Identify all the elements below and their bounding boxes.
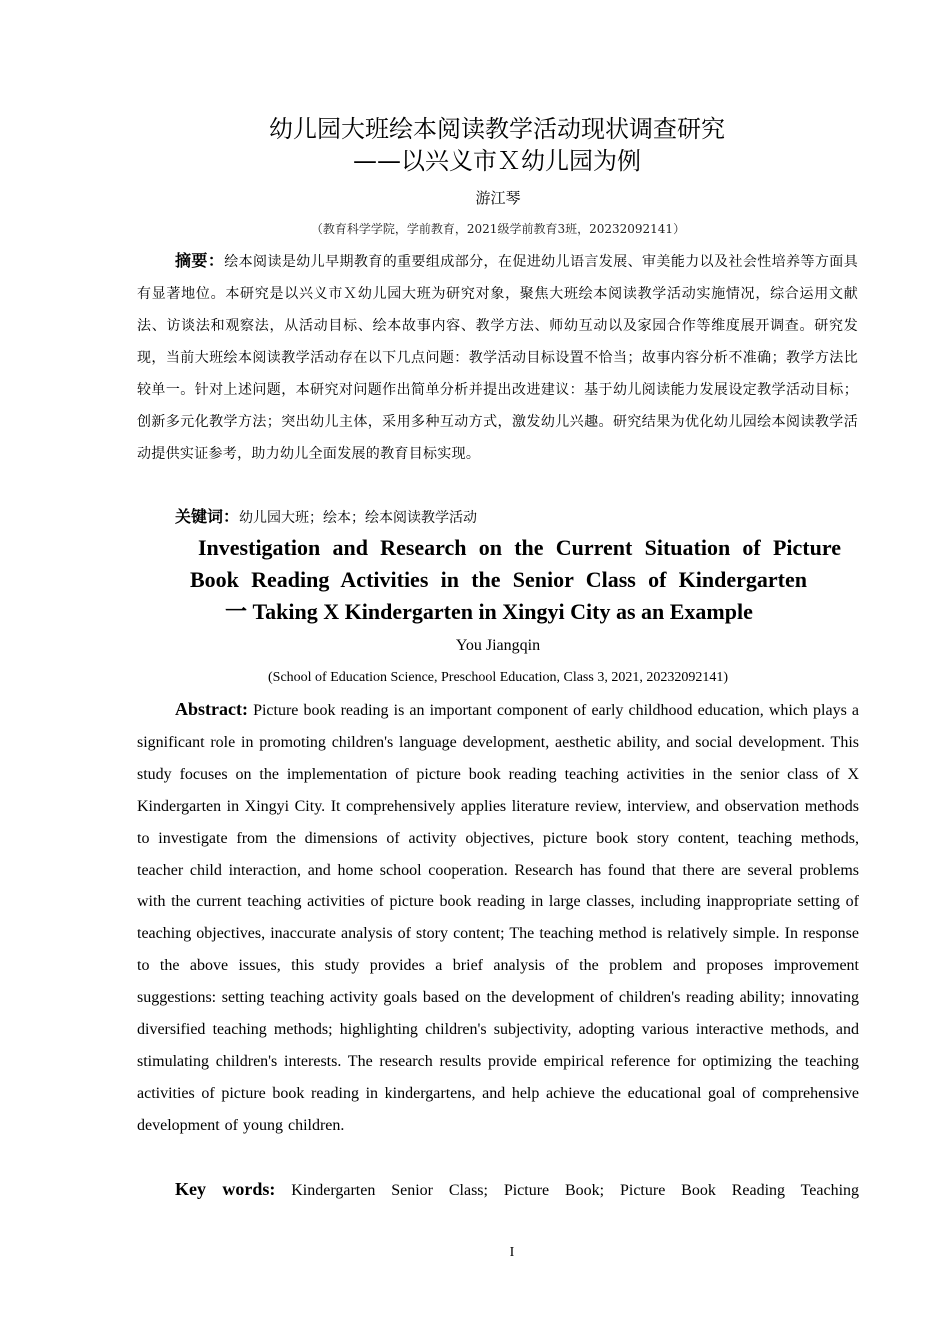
english-title-line-1: Investigation and Research on the Current Situation of Picture (198, 535, 841, 560)
page-number: I (509, 1245, 515, 1260)
english-keywords-label: Key words: (175, 1179, 276, 1199)
chinese-affiliation: （教育科学学院，学前教育，2021级学前教育3班，20232092141） (310, 222, 686, 236)
english-title-line-2: Book Reading Activities in the Senior Class of Kindergarten (190, 567, 807, 592)
chinese-title-line-2: ——以兴义市Ｘ幼儿园为例 (353, 147, 641, 175)
english-author-name: You Jiangqin (455, 637, 541, 654)
chinese-abstract-text: 绘本阅读是幼儿早期教育的重要组成部分，在促进幼儿语言发展、审美能力以及社会性培养等方面具有显著地位。本研究是以兴义市Ｘ幼儿园大班为研究对象，聚焦大班绘本阅读教学活动实施情况，综合运用文献法、访谈法和观察法，从活动目标、绘本故事内容、教学方法、师幼互动以及家园合作等维度展开调查。研究发现，当前大班绘本阅读教学活动存在以下几点问题：教学活动目标设置不恰当；故事内容分析不准确；教学方法比较单一。针对上述问题，本研究对问题作出简单分析并提出改进建议：基于幼儿阅读能力发展设定教学活动目标；创新多元化教学方法；突出幼儿主体，采用多种互动方式，激发幼儿兴趣。研究结果为优化幼儿园绘本阅读教学活动提供实证参考，助力幼儿全面发展的教育目标实现。 (137, 254, 859, 462)
chinese-author-name: 游江琴 (475, 189, 521, 207)
chinese-keywords (175, 503, 477, 532)
english-keywords (137, 1173, 859, 1207)
english-title-line-3: 一 Taking X Kindergarten in Xingyi City as an Example (225, 599, 753, 624)
chinese-title-line-1: 幼儿园大班绘本阅读教学活动现状调查研究 (269, 115, 725, 143)
chinese-keywords-text: 幼儿园大班；绘本；绘本阅读教学活动 (239, 510, 478, 526)
chinese-abstract-label: 摘要： (175, 251, 225, 270)
english-keywords-text: Kindergarten Senior Class; Picture Book; Picture Book Reading Teaching (291, 1182, 860, 1199)
english-abstract-label: Abstract: (175, 699, 248, 719)
chinese-keywords-label: 关键词： (175, 507, 240, 526)
chinese-abstract (137, 245, 858, 470)
english-abstract-text: Picture book reading is an important component of early childhood education, which plays a significant role in promoting children's language development, aesthetic ability, and social development. This study focuses on the implementation of picture book reading teaching activities in the senior class of X Kindergarten in Xingyi City. It comprehensively applies literature review, interview, and observation methods to investigate from the dimensions of activity objectives, picture book story content, teaching methods, teacher child interaction, and home school cooperation. Research has found that there are several problems with the current teaching activities of picture book reading in large classes, including inappropriate setting of teaching objectives, inaccurate analysis of story content; The teaching method is relatively simple. In response to the above issues, this study provides a brief analysis of the problem and proposes improvement suggestions: setting teaching activity goals based on the development of children's reading ability; innovating diversified teaching methods; highlighting children's subjectivity, adopting various interactive methods, and stimulating children's interests. The research results provide empirical reference for optimizing the teaching activities of picture book reading in kindergartens, and help achieve the educational goal of comprehensive development of young children. (137, 702, 860, 1134)
english-affiliation: (School of Education Science, Preschool Education, Class 3, 2021, 20232092141) (268, 670, 728, 685)
english-abstract (137, 694, 859, 1142)
